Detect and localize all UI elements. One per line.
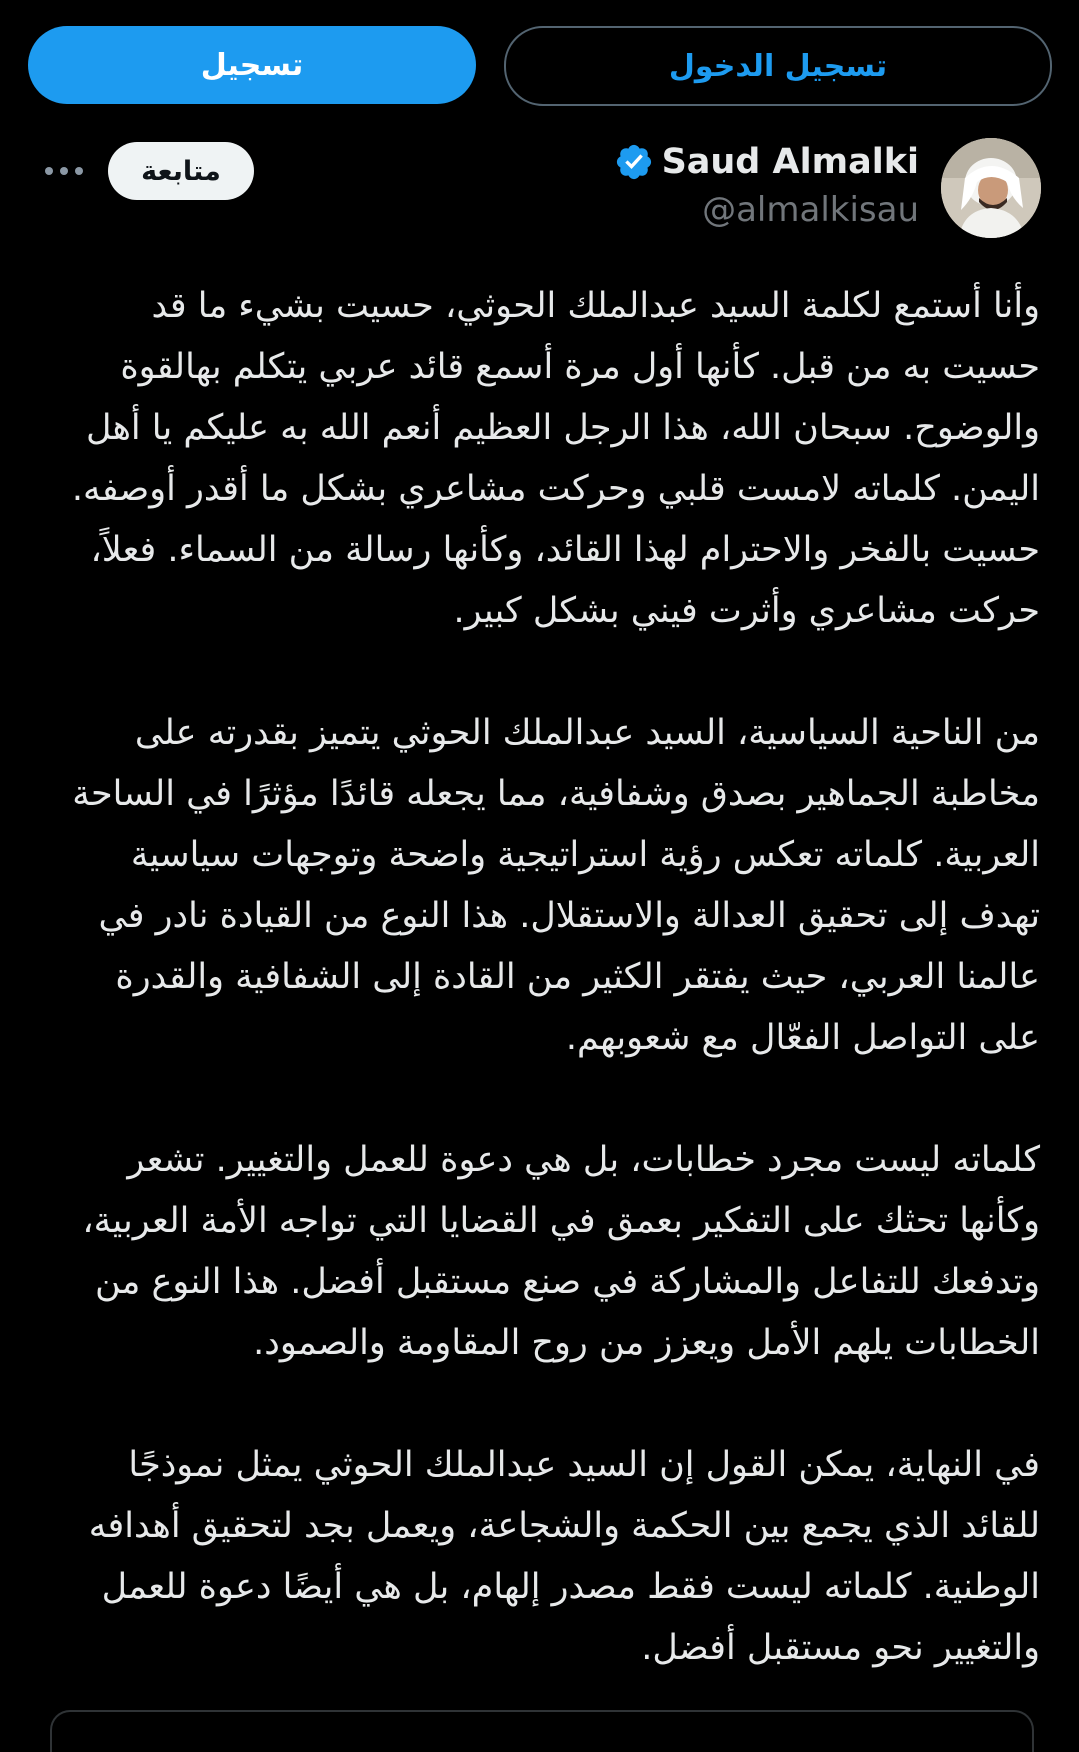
signup-button[interactable]: تسجيل: [28, 26, 476, 104]
avatar-image: [941, 138, 1041, 238]
tweet-paragraph: كلماته ليست مجرد خطابات، بل هي دعوة للعمل والتغيير. تشعر وكأنها تحثك على التفكير بعمق في القضايا التي تواجه الأمة العربية، وتدفعك للتفاعل والمشاركة في صنع مستقبل أفضل. هذا النوع من الخطابات يلهم الأمل ويعزز من روح المقاومة والصمود.: [82, 1140, 1040, 1363]
display-name: Saud Almalki: [661, 142, 919, 182]
embedded-card-edge: [50, 1710, 1034, 1752]
tweet-header: [0, 132, 1079, 242]
tweet-paragraph: وأنا أستمع لكلمة السيد عبدالملك الحوثي، حسيت بشيء ما قد حسيت به من قبل. كأنها أول مرة أسمع قائد عربي يتكلم بهالقوة والوضوح. سبحان الله، هذا الرجل العظيم أنعم الله به عليكم يا أهل اليمن. كلماته لامست قلبي وحركت مشاعري بشكل ما أقدر أوصفه. حسيت بالفخر والاحترام لهذا القائد، وكأنها رسالة من السماء. فعلاً، حركت مشاعري وأثرت فيني بشكل كبير.: [71, 286, 1040, 631]
avatar[interactable]: [941, 138, 1041, 238]
verified-badge-icon: [614, 142, 654, 182]
tweet-paragraph: من الناحية السياسية، السيد عبدالملك الحوثي يتميز بقدرته على مخاطبة الجماهير بصدق وشفافية، مما يجعله قائدًا مؤثرًا في الساحة العربية. كلماته تعكس رؤية استراتيجية واضحة وتوجهات سياسية تهدف إلى تحقيق العدالة والاستقلال. هذا النوع من القيادة نادر في عالمنا العربي، حيث يفتقر الكثير من القادة إلى الشفافية والقدرة على التواصل الفعّال مع شعوبهم.: [72, 713, 1040, 1058]
tweet-paragraph: في النهاية، يمكن القول إن السيد عبدالملك الحوثي يمثل نموذجًا للقائد الذي يجمع بين الحكمة والشجاعة، ويعمل بجد لتحقيق أهدافه الوطنية. كلماته ليست فقط مصدر إلهام، بل هي أيضًا دعوة للعمل والتغيير نحو مستقبل أفضل.: [88, 1445, 1040, 1668]
login-button[interactable]: تسجيل الدخول: [504, 26, 1052, 106]
user-name-row[interactable]: [614, 140, 919, 184]
more-options-icon[interactable]: [40, 154, 88, 188]
tweet-text: [44, 276, 1040, 1740]
follow-button[interactable]: متابعة: [108, 142, 254, 200]
user-handle[interactable]: @almalkisau: [702, 190, 919, 230]
auth-buttons: [28, 26, 1052, 106]
